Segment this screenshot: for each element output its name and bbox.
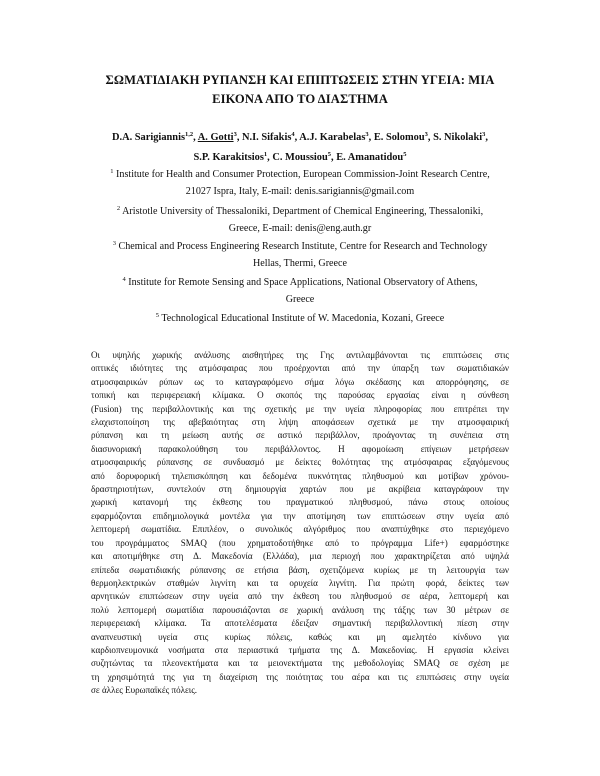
affiliation-line <box>90 310 510 327</box>
author-name: A.J. Karabelas <box>299 132 366 143</box>
abstract-line: του προγράμματος SMAQ (που χρηματοδοτήθηκε από το πρόγραμμα Life+) εφαρμόστηκε <box>91 537 509 548</box>
affiliation-line: Greece, E-mail: denis@eng.auth.gr <box>228 223 372 234</box>
author <box>336 152 406 163</box>
author-name: S.P. Karakitsios <box>193 152 264 163</box>
author-affiliation-mark: 3 <box>365 131 369 138</box>
affiliation-text: Technological Educational Institute of W. Macedonia, Kozani, Greece <box>161 313 445 324</box>
author-affiliation-mark: 3 <box>482 131 486 138</box>
affiliation-2 <box>90 203 510 237</box>
author-name: E. Solomou <box>373 132 425 143</box>
author-name: C. Moussiou <box>272 152 328 163</box>
author-affiliation-mark: 1,2 <box>185 131 194 138</box>
abstract-line: από δορυφορική τηλεπισκόπηση και δεδομένα πυκνότητας πληθυσμού και μοτίβων χρόνου- <box>91 470 509 481</box>
author-affiliation-mark: 3 <box>424 131 428 138</box>
abstract-line: ατμοσφαιρικών ρύπων ως το καταγραφόμενο σήμα λόγω σκέδασης και απορρόφησης, σε <box>91 376 509 387</box>
author-separator: , <box>427 132 434 143</box>
author <box>194 152 273 163</box>
title-line: ΣΩΜΑΤΙΔΙΑΚΗ ΡΥΠΑΝΣΗ ΚΑΙ ΕΠΙΠΤΩΣΕΙΣ ΣΤΗΝ ΥΓΕΙΑ: ΜΙΑ <box>105 73 495 87</box>
affiliation-text: Institute for Remote Sensing and Space Applications, National Observatory of Athens, <box>128 277 478 288</box>
abstract-line: σε άλλες Ευρωπαϊκές πόλεις. <box>91 685 198 696</box>
author <box>272 152 336 163</box>
abstract-line: επίπεδα σωματιδιακής ρύπανσης σε ετήσια βάση, σχετιζόμενα κυρίως με τη λειτουργία των <box>91 564 509 575</box>
abstract-line: τη χρησιμότητά της για τη διαχείριση της ποιότητας του αέρα και τις επιπτώσεις στην υγεία <box>91 671 509 682</box>
abstract-line: θερμοηλεκτρικών σταθμών λιγνίτη και τα ορυχεία λιγνίτη. Για πρώτη φορά, δείκτες των <box>91 577 509 588</box>
affiliation-line: Hellas, Thermi, Greece <box>253 258 347 269</box>
author-name: N.I. Sifakis <box>242 132 292 143</box>
author-name: S. Nikolaki <box>433 132 483 143</box>
abstract-line: τοπική και περιφερειακή κλίμακα. Ο σκοπός της παρούσας εργασίας είναι η σύνθεση <box>91 390 509 401</box>
paper-title <box>90 71 510 109</box>
author-name: D.A. Sarigiannis <box>111 132 186 143</box>
author-name: E. Amanatidou <box>336 152 404 163</box>
affiliation-line <box>90 166 510 183</box>
author-separator: , <box>294 132 300 143</box>
author-separator: , <box>193 132 198 143</box>
affiliation-4 <box>90 274 510 308</box>
abstract-line: δραστηριοτήτων, συντελούν στη δημιουργία χαρτών που με ακρίβεια καταγράφουν την <box>91 484 509 495</box>
abstract-line: (Fusion) της περιβαλλοντικής και της σχετικής με την υγεία πληροφορίας που επιτρέπει την <box>91 403 509 414</box>
author-separator: , <box>236 132 243 143</box>
title-line: ΕΙΚΟΝΑ ΑΠΟ ΤΟ ΔΙΑΣΤΗΜΑ <box>212 92 388 106</box>
affiliation-3 <box>90 238 510 272</box>
affiliation-1 <box>90 166 510 200</box>
abstract-line: λεπτομερή σωματίδια. Επιπλέον, ο συνολικός αλγόριθμος που αναπτύχθηκε στο περιεχόμενο <box>91 524 509 535</box>
author-affiliation-mark: 3 <box>233 131 237 138</box>
affiliation-5 <box>90 310 510 327</box>
abstract-line: αρνητικών επιπτώσεων στην υγεία από την έκθεση του πληθυσμού σε αέρα, λεπτομερή και <box>91 591 509 602</box>
author-affiliation-mark: 5 <box>403 151 407 158</box>
author <box>374 132 433 143</box>
abstract <box>91 349 509 698</box>
affiliation-mark: 4 <box>122 276 126 283</box>
author <box>112 132 198 143</box>
abstract-line: οπτικές ιδιότητες της ατμόσφαιρας που προέρχονται από την ύπαρξη των σωματιδιακών <box>91 363 509 374</box>
abstract-line: αναπνευστική υγεία στις κυρίως πόλεις, καθώς και μη αμελητέο κίνδυνο για <box>91 631 509 642</box>
affiliation-mark: 2 <box>116 205 121 212</box>
author-separator: , <box>485 132 489 143</box>
affiliation-text: Chemical and Process Engineering Research Institute, Centre for Research and Technology <box>118 241 488 252</box>
author-name: A. Gotti <box>197 132 234 143</box>
abstract-line: ατμοσφαιρικής ρύπανσης σε συνδυασμό με δείκτες θολότητας της ατμόσφαιρας εξαγόμενους <box>91 457 509 468</box>
affiliation-mark: 5 <box>155 312 159 319</box>
author-affiliation-mark: 5 <box>327 151 332 158</box>
affiliation-line: Greece <box>285 294 315 305</box>
affiliation-text: Institute for Health and Consumer Protection, European Commission-Joint Research Centre, <box>116 169 490 180</box>
author <box>242 132 299 143</box>
affiliation-line: 21027 Ispra, Italy, E-mail: denis.sarigiannis@gmail.com <box>185 186 415 197</box>
abstract-line: χωρική κατανομή της έκθεσης του πραγματικού πληθυσμού, πάνω στους οποίους <box>91 497 509 508</box>
author <box>433 132 488 143</box>
affiliation-mark: 1 <box>110 168 114 175</box>
author-separator: , <box>331 152 337 163</box>
abstract-line: καρδιοπνευμονικά νοσήματα στα περιαστικά τμήματα της Δ. Μακεδονίας. Η εργασία κλείνει <box>91 644 509 655</box>
abstract-line: ελαχιστοποίηση της αβεβαιότητας στη λήψη αποφάσεων σχετικά με την ατμοσφαιρική <box>91 417 509 428</box>
abstract-line: περιφερειακή κλίμακα. Τα αποτελέσματα έδειξαν σημαντική περιβαλλοντική πίεση στην <box>91 618 509 629</box>
author-list <box>80 128 520 168</box>
affiliation-line <box>90 203 510 220</box>
affiliation-line <box>90 274 510 291</box>
abstract-line: πολύ λεπτομερή σωματίδια παρουσιάζονται σε χωρική ανάλυση της τάξης των 30 μέτρων σε <box>91 604 509 615</box>
author-affiliation-mark: 1 <box>263 151 268 158</box>
author-separator: , <box>368 132 374 143</box>
author <box>299 132 374 143</box>
abstract-line: διασυνοριακή παρακολούθηση του περιβάλλοντος. Η αφομοίωση επίγειων μετρήσεων <box>91 443 509 454</box>
affiliation-mark: 3 <box>112 240 116 247</box>
abstract-line: ρύπανση και τη μείωση αυτής σε αστικό περιβάλλον, προάγοντας τη συνέπεια στη <box>91 430 509 441</box>
author-separator: , <box>267 152 273 163</box>
abstract-line: Οι υψηλής χωρικής ανάλυσης αισθητήρες της Γης αντιλαμβάνονται τις επιπτώσεις στις <box>91 350 509 360</box>
abstract-line: εφαρμόζονται επιδημιολογικά μοντέλα για την αποτίμηση των επιπτώσεων στην υγεία από <box>91 510 509 521</box>
affiliation-text: Aristotle University of Thessaloniki, Department of Chemical Engineering, Thessaloniki, <box>122 206 484 217</box>
affiliation-line <box>90 238 510 255</box>
author-line <box>80 148 520 168</box>
author-affiliation-mark: 4 <box>291 131 295 138</box>
author-line <box>80 128 520 148</box>
abstract-line: και αποτιμήθηκε στη Δ. Μακεδονία (Ελλάδα), μια περιοχή που χαρακτηρίζεται από υψηλά <box>91 551 509 562</box>
author <box>198 132 242 143</box>
abstract-line: συζητώντας τα πλεονεκτήματα και τα μειονεκτήματα της μεθοδολογίας SMAQ σε σχέση με <box>91 658 509 669</box>
